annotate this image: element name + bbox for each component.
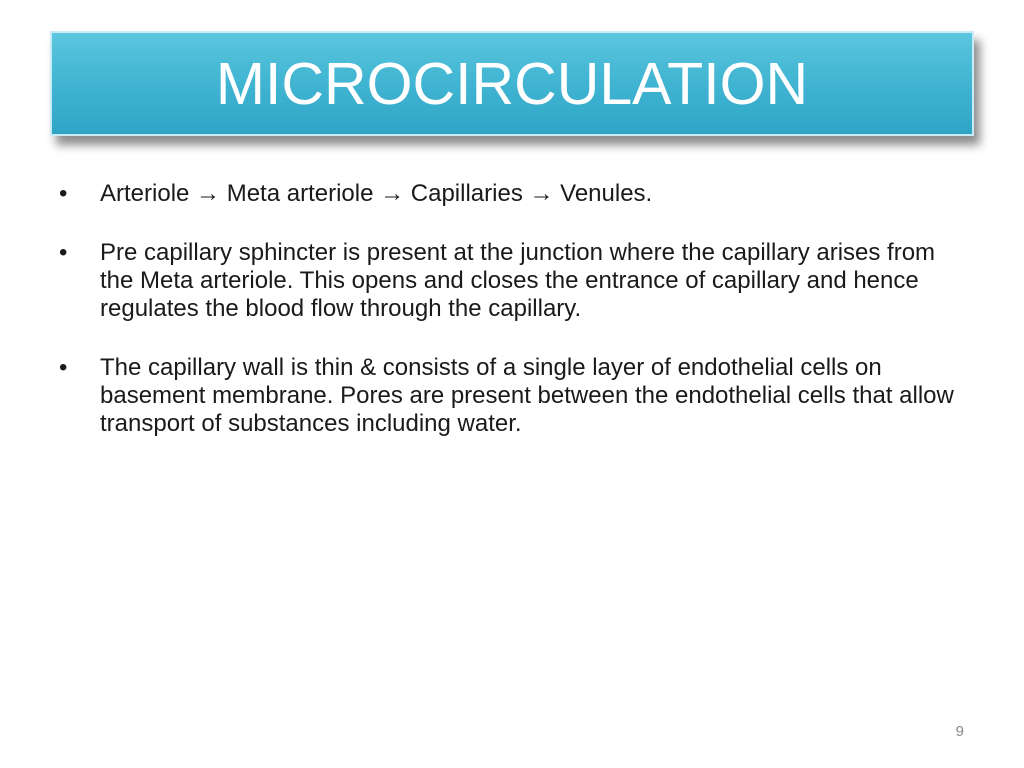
- bullet-marker: •: [59, 180, 68, 207]
- bullet-list: [57, 180, 967, 469]
- bullet-text: Arteriole → Meta arteriole → Capillaries → Venules.: [100, 180, 653, 207]
- bullet-marker: •: [59, 354, 68, 381]
- bullet-text: The capillary wall is thin & consists of a single layer of endothelial cells on basement membrane. Pores are present between the endothelial cells that allow transport of substances including water.: [100, 354, 954, 437]
- bullet-marker: •: [59, 239, 68, 266]
- slide-title: MICROCIRCULATION: [215, 51, 809, 117]
- page-number: 9: [955, 723, 964, 740]
- title-banner: [50, 31, 974, 136]
- bullet-item-1: [57, 180, 967, 208]
- bullet-item-2: [57, 239, 967, 323]
- bullet-item-3: [57, 354, 967, 438]
- bullet-text: Pre capillary sphincter is present at the junction where the capillary arises from the Meta arteriole. This opens and closes the entrance of capillary and hence regulates the blood flow through the capillary.: [100, 239, 936, 322]
